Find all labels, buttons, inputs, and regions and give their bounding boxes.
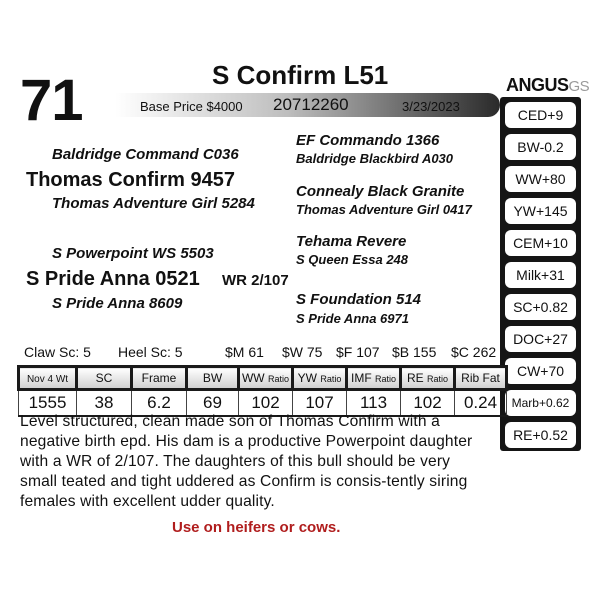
pedigree-great-grandsire: S Foundation 514	[296, 291, 422, 308]
pedigree-dam: S Pride Anna 0521	[26, 268, 200, 290]
table-cell: 38	[77, 390, 132, 417]
column-header: Rib Fat	[455, 367, 507, 390]
pedigree-great-granddam: S Queen Essa 248	[296, 252, 409, 267]
epd-marb: Marb+0.62	[505, 390, 576, 416]
pedigree-dam-sire: S Powerpoint WS 5503	[52, 245, 214, 262]
registration-number: 20712260	[273, 95, 349, 114]
epd-doc: DOC+27	[505, 326, 576, 352]
index-f: $F 107	[336, 344, 380, 360]
epd-milk: Milk+31	[505, 262, 576, 288]
column-header: Nov 4 Wt	[19, 367, 77, 390]
index-w: $W 75	[282, 344, 323, 360]
table-header-row	[19, 367, 507, 390]
claw-score: Claw Sc: 5	[24, 344, 91, 360]
epd-re: RE+0.52	[505, 422, 576, 448]
table-cell: 107	[293, 390, 347, 417]
column-header: BW	[187, 367, 239, 390]
column-header: WW Ratio	[239, 367, 293, 390]
index-c: $C 262	[451, 344, 497, 360]
column-header: SC	[77, 367, 132, 390]
pedigree-sire-dam: Thomas Adventure Girl 5284	[52, 195, 255, 212]
index-m: $M 61	[225, 344, 264, 360]
epd-yw: YW+145	[505, 198, 576, 224]
column-header: RE Ratio	[401, 367, 455, 390]
bull-comments: Level structured, clean made son of Thomas Confirm with a negative birth epd. His dam is a productive Powerpoint daughter with a WR of 2/107. The daughters of this bull should be very small teated and tight uddered as Confirm is consis-tently siring females with excellent udder quality.	[20, 413, 473, 510]
epd-bw: BW-0.2	[505, 134, 576, 160]
angus-gs-logo	[506, 76, 589, 94]
usage-recommendation: Use on heifers or cows.	[172, 519, 341, 536]
table-cell: 113	[347, 390, 401, 417]
pedigree-sire: Thomas Confirm 9457	[26, 169, 235, 191]
base-price: Base Price $4000	[140, 99, 243, 114]
epd-cw: CW+70	[505, 358, 576, 384]
epd-ww: WW+80	[505, 166, 576, 192]
performance-table	[17, 365, 508, 417]
pedigree-great-granddam: Baldridge Blackbird A030	[296, 151, 454, 166]
index-b: $B 155	[392, 344, 437, 360]
epd-cem: CEM+10	[505, 230, 576, 256]
column-header: YW Ratio	[293, 367, 347, 390]
logo-main: ANGUS	[506, 75, 569, 95]
table-cell: 1555	[19, 390, 77, 417]
pedigree-great-grandsire: EF Commando 1366	[296, 132, 440, 149]
column-header: IMF Ratio	[347, 367, 401, 390]
table-cell: 0.24	[455, 390, 507, 417]
epd-ced: CED+9	[505, 102, 576, 128]
column-header: Frame	[132, 367, 187, 390]
pedigree-great-grandsire: Connealy Black Granite	[296, 183, 465, 200]
bull-name: S Confirm L51	[212, 60, 389, 90]
birth-date: 3/23/2023	[402, 99, 460, 114]
table-cell: 102	[239, 390, 293, 417]
pedigree-dam-dam: S Pride Anna 8609	[52, 295, 183, 312]
dam-weaning-ratio: WR 2/107	[222, 272, 289, 289]
pedigree-great-granddam: Thomas Adventure Girl 0417	[296, 202, 472, 217]
table-cell: 69	[187, 390, 239, 417]
epd-sc: SC+0.82	[505, 294, 576, 320]
heel-score: Heel Sc: 5	[118, 344, 183, 360]
pedigree-great-grandsire: Tehama Revere	[296, 233, 407, 250]
pedigree-sire-sire: Baldridge Command C036	[52, 146, 239, 163]
lot-number: 71	[20, 68, 83, 133]
table-cell: 102	[401, 390, 455, 417]
table-cell: 6.2	[132, 390, 187, 417]
logo-suffix: GS	[568, 78, 590, 95]
pedigree-great-granddam: S Pride Anna 6971	[296, 311, 409, 326]
